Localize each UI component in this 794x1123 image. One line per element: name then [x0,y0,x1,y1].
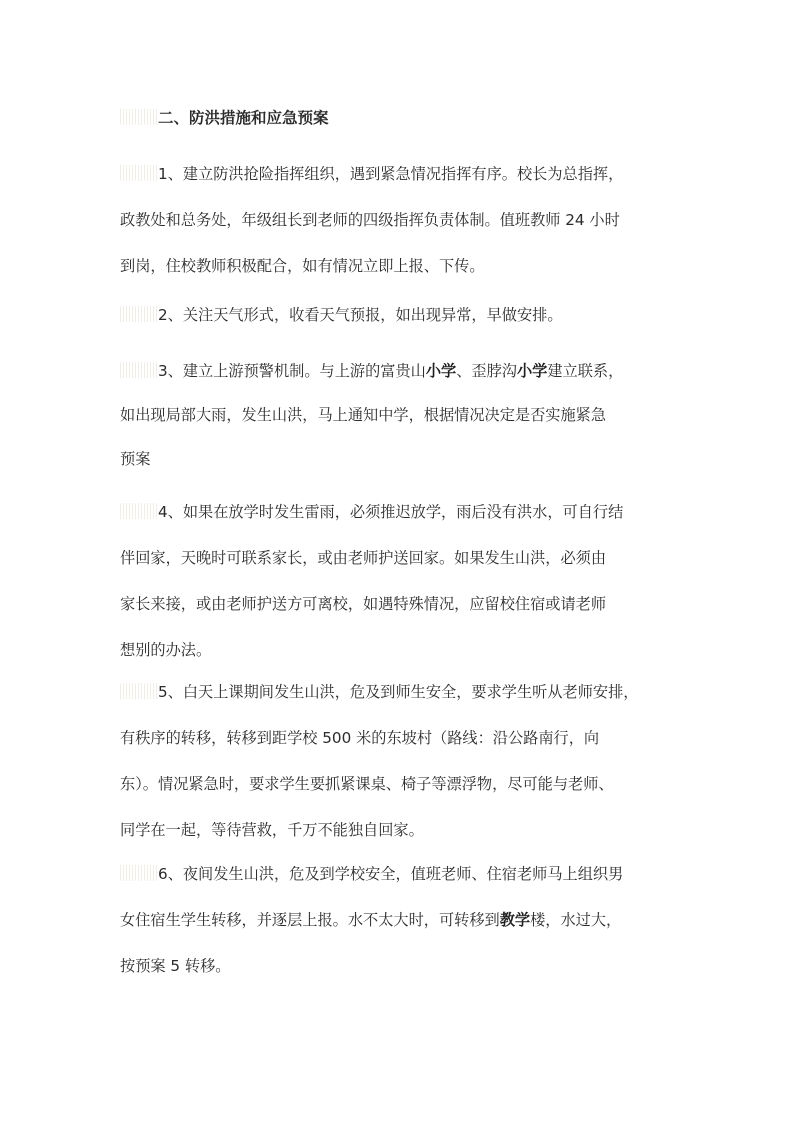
paragraph-line [120,303,680,327]
line-text: 4、如果在放学时发生雷雨，必须推迟放学，雨后没有洪水，可自行结 [158,503,624,521]
paragraph-line [120,726,680,750]
paragraph-line [120,162,680,186]
bold-keyword: 小学 [425,362,457,380]
paragraph-1 [120,162,680,278]
indent-marker [120,109,158,125]
paragraph-line [120,772,680,796]
bold-keyword: 小学 [516,362,548,380]
paragraph-4 [120,500,680,662]
line-text: 女住宿生学生转移，并逐层上报。水不太大时，可转移到 [120,911,500,929]
paragraph-6 [120,862,680,978]
paragraph-line [120,638,680,662]
line-text: 按预案 5 转移。 [120,957,231,975]
line-text: 到岗，住校教师积极配合，如有情况立即上报、下传。 [120,257,485,275]
line-text: 1、建立防洪抢险指挥组织，遇到紧急情况指挥有序。校长为总指挥， [158,165,624,183]
section-heading-text: 二、防洪措施和应急预案 [158,109,329,127]
paragraph-3 [120,359,680,471]
paragraph-line [120,818,680,842]
line-text: 预案 [120,450,151,468]
paragraph-line [120,254,680,278]
line-text: 、歪脖沟 [456,362,517,380]
line-text: 政教处和总务处，年级组长到老师的四级指挥负责体制。值班教师 24 小时 [120,211,620,229]
paragraph-line [120,447,680,471]
section-heading [120,106,680,130]
bold-keyword: 教学 [499,911,531,929]
paragraph-2 [120,303,680,327]
line-text: 伴回家，天晚时可联系家长，或由老师护送回家。如果发生山洪，必须由 [120,549,606,567]
indent-marker [120,306,158,322]
line-text: 2、关注天气形式，收看天气预报，如出现异常，早做安排。 [158,306,563,324]
line-text: 建立联系， [547,362,624,380]
line-text: 同学在一起，等待营救，千万不能独自回家。 [120,821,424,839]
paragraph-line [120,403,680,427]
line-text: 6、夜间发生山洪，危及到学校安全，值班老师、住宿老师马上组织男 [158,865,624,883]
line-text: 想别的办法。 [120,641,212,659]
line-text: 如出现局部大雨，发生山洪，马上通知中学，根据情况决定是否实施紧急 [120,406,606,424]
indent-marker [120,503,158,519]
paragraph-line [120,208,680,232]
indent-marker [120,362,158,378]
line-text: 有秩序的转移，转移到距学校 500 米的东坡村（路线：沿公路南行，向 [120,729,600,747]
indent-marker [120,683,158,699]
paragraph-line [120,500,680,524]
paragraph-line [120,359,680,383]
paragraph-line [120,592,680,616]
line-text: 5、白天上课期间发生山洪，危及到师生安全，要求学生听从老师安排， [158,683,639,701]
line-text: 楼，水过大， [530,911,622,929]
indent-marker [120,865,158,881]
paragraph-line [120,862,680,886]
paragraph-5 [120,680,680,842]
line-text: 东）。情况紧急时，要求学生要抓紧课桌、椅子等漂浮物，尽可能与老师、 [120,775,614,793]
line-text: 3、建立上游预警机制。与上游的富贵山 [158,362,426,380]
line-text: 家长来接，或由老师护送方可离校，如遇特殊情况，应留校住宿或请老师 [120,595,606,613]
paragraph-line [120,908,680,932]
paragraph-line [120,954,680,978]
indent-marker [120,165,158,181]
paragraph-line [120,680,680,704]
paragraph-line [120,546,680,570]
